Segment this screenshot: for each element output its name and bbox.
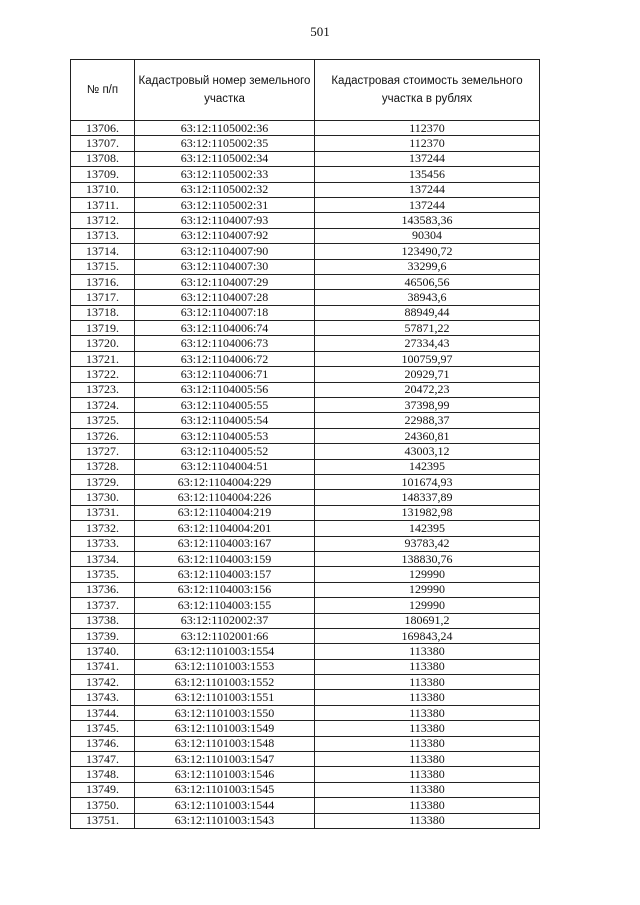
row-number-cell: 13714. — [71, 244, 135, 259]
cadastral-value-cell: 129990 — [315, 598, 540, 613]
cadastral-value-cell: 131982,98 — [315, 505, 540, 520]
cadastral-value-cell: 113380 — [315, 798, 540, 813]
cadastral-number-cell: 63:12:1101003:1545 — [135, 782, 315, 797]
row-number-cell: 13708. — [71, 151, 135, 166]
table-row — [71, 721, 540, 736]
cadastral-number-cell: 63:12:1101003:1550 — [135, 705, 315, 720]
row-number-cell: 13710. — [71, 182, 135, 197]
table-row — [71, 613, 540, 628]
cadastral-number-cell: 63:12:1104007:29 — [135, 274, 315, 289]
cadastral-number-cell: 63:12:1105002:36 — [135, 121, 315, 136]
cadastral-number-cell: 63:12:1104003:155 — [135, 598, 315, 613]
cadastral-number-cell: 63:12:1101003:1546 — [135, 767, 315, 782]
cadastral-value-cell: 113380 — [315, 675, 540, 690]
row-number-cell: 13711. — [71, 197, 135, 212]
cadastral-value-cell: 100759,97 — [315, 351, 540, 366]
cadastral-number-cell: 63:12:1101003:1553 — [135, 659, 315, 674]
cadastral-number-cell: 63:12:1101003:1547 — [135, 752, 315, 767]
cadastral-number-cell: 63:12:1104005:52 — [135, 444, 315, 459]
row-number-cell: 13745. — [71, 721, 135, 736]
row-number-cell: 13718. — [71, 305, 135, 320]
cadastral-number-cell: 63:12:1104007:92 — [135, 228, 315, 243]
table-row — [71, 521, 540, 536]
row-number-cell: 13747. — [71, 752, 135, 767]
row-number-cell: 13707. — [71, 136, 135, 151]
row-number-cell: 13717. — [71, 290, 135, 305]
row-number-cell: 13732. — [71, 521, 135, 536]
table-row — [71, 582, 540, 597]
cadastral-value-cell: 38943,6 — [315, 290, 540, 305]
row-number-cell: 13735. — [71, 567, 135, 582]
row-number-cell: 13741. — [71, 659, 135, 674]
cadastral-number-cell: 63:12:1105002:32 — [135, 182, 315, 197]
cadastral-value-cell: 169843,24 — [315, 628, 540, 643]
row-number-cell: 13751. — [71, 813, 135, 828]
cadastral-number-cell: 63:12:1104003:159 — [135, 551, 315, 566]
row-number-cell: 13746. — [71, 736, 135, 751]
cadastral-number-cell: 63:12:1104004:229 — [135, 474, 315, 489]
header-cadastral-number: Кадастровый номер земельного участка — [135, 60, 315, 121]
cadastral-number-cell: 63:12:1104007:18 — [135, 305, 315, 320]
row-number-cell: 13712. — [71, 213, 135, 228]
cadastral-number-cell: 63:12:1104004:201 — [135, 521, 315, 536]
row-number-cell: 13715. — [71, 259, 135, 274]
cadastral-number-cell: 63:12:1104003:167 — [135, 536, 315, 551]
table-row — [71, 705, 540, 720]
row-number-cell: 13725. — [71, 413, 135, 428]
table-row — [71, 305, 540, 320]
cadastral-number-cell: 63:12:1104006:73 — [135, 336, 315, 351]
cadastral-value-cell: 129990 — [315, 582, 540, 597]
table-row — [71, 490, 540, 505]
cadastral-value-cell: 113380 — [315, 721, 540, 736]
table-row — [71, 167, 540, 182]
cadastral-number-cell: 63:12:1104005:55 — [135, 398, 315, 413]
row-number-cell: 13716. — [71, 274, 135, 289]
row-number-cell: 13728. — [71, 459, 135, 474]
cadastral-value-cell: 20929,71 — [315, 367, 540, 382]
cadastral-value-cell: 46506,56 — [315, 274, 540, 289]
cadastral-value-cell: 180691,2 — [315, 613, 540, 628]
row-number-cell: 13740. — [71, 644, 135, 659]
cadastral-value-cell: 142395 — [315, 459, 540, 474]
cadastral-value-cell: 57871,22 — [315, 321, 540, 336]
cadastral-number-cell: 63:12:1105002:34 — [135, 151, 315, 166]
cadastral-value-cell: 112370 — [315, 121, 540, 136]
cadastral-number-cell: 63:12:1104006:71 — [135, 367, 315, 382]
row-number-cell: 13731. — [71, 505, 135, 520]
cadastral-number-cell: 63:12:1101003:1549 — [135, 721, 315, 736]
row-number-cell: 13739. — [71, 628, 135, 643]
row-number-cell: 13709. — [71, 167, 135, 182]
table-row — [71, 813, 540, 828]
cadastral-number-cell: 63:12:1104007:90 — [135, 244, 315, 259]
cadastral-number-cell: 63:12:1104004:226 — [135, 490, 315, 505]
row-number-cell: 13738. — [71, 613, 135, 628]
cadastral-value-cell: 113380 — [315, 736, 540, 751]
row-number-cell: 13734. — [71, 551, 135, 566]
cadastral-number-cell: 63:12:1104005:53 — [135, 428, 315, 443]
table-row — [71, 367, 540, 382]
table-row — [71, 244, 540, 259]
cadastral-number-cell: 63:12:1104004:219 — [135, 505, 315, 520]
row-number-cell: 13722. — [71, 367, 135, 382]
table-row — [71, 675, 540, 690]
row-number-cell: 13726. — [71, 428, 135, 443]
table-row — [71, 628, 540, 643]
cadastral-number-cell: 63:12:1104005:54 — [135, 413, 315, 428]
cadastral-value-cell: 135456 — [315, 167, 540, 182]
table-row — [71, 228, 540, 243]
table-body — [71, 121, 540, 829]
page-number: 501 — [310, 24, 330, 39]
table-row — [71, 644, 540, 659]
table-row — [71, 413, 540, 428]
cadastral-value-cell: 138830,76 — [315, 551, 540, 566]
cadastral-number-cell: 63:12:1101003:1543 — [135, 813, 315, 828]
cadastral-value-cell: 148337,89 — [315, 490, 540, 505]
table-row — [71, 690, 540, 705]
table-row — [71, 505, 540, 520]
cadastral-number-cell: 63:12:1101003:1554 — [135, 644, 315, 659]
cadastral-number-cell: 63:12:1104005:56 — [135, 382, 315, 397]
cadastral-number-cell: 63:12:1101003:1544 — [135, 798, 315, 813]
table-row — [71, 428, 540, 443]
table-row — [71, 398, 540, 413]
row-number-cell: 13748. — [71, 767, 135, 782]
cadastral-number-cell: 63:12:1102002:37 — [135, 613, 315, 628]
table-row — [71, 274, 540, 289]
cadastral-value-cell: 113380 — [315, 813, 540, 828]
cadastral-value-cell: 137244 — [315, 182, 540, 197]
row-number-cell: 13750. — [71, 798, 135, 813]
table-row — [71, 767, 540, 782]
cadastral-value-cell: 113380 — [315, 659, 540, 674]
table-row — [71, 551, 540, 566]
row-number-cell: 13706. — [71, 121, 135, 136]
table-row — [71, 736, 540, 751]
cadastral-number-cell: 63:12:1104004:51 — [135, 459, 315, 474]
cadastral-number-cell: 63:12:1105002:35 — [135, 136, 315, 151]
table-row — [71, 121, 540, 136]
row-number-cell: 13730. — [71, 490, 135, 505]
row-number-cell: 13744. — [71, 705, 135, 720]
table-row — [71, 382, 540, 397]
cadastral-value-cell: 113380 — [315, 767, 540, 782]
row-number-cell: 13720. — [71, 336, 135, 351]
cadastral-number-cell: 63:12:1104007:93 — [135, 213, 315, 228]
cadastral-number-cell: 63:12:1101003:1548 — [135, 736, 315, 751]
table-row — [71, 798, 540, 813]
table-row — [71, 290, 540, 305]
cadastral-value-cell: 137244 — [315, 197, 540, 212]
row-number-cell: 13737. — [71, 598, 135, 613]
cadastral-value-cell: 24360,81 — [315, 428, 540, 443]
row-number-cell: 13724. — [71, 398, 135, 413]
table-row — [71, 136, 540, 151]
cadastral-value-cell: 137244 — [315, 151, 540, 166]
table-row — [71, 459, 540, 474]
cadastral-number-cell: 63:12:1104006:74 — [135, 321, 315, 336]
cadastral-number-cell: 63:12:1104003:157 — [135, 567, 315, 582]
table-row — [71, 197, 540, 212]
table-row — [71, 567, 540, 582]
cadastral-number-cell: 63:12:1101003:1552 — [135, 675, 315, 690]
row-number-cell: 13721. — [71, 351, 135, 366]
cadastral-value-cell: 90304 — [315, 228, 540, 243]
cadastral-value-cell: 143583,36 — [315, 213, 540, 228]
cadastral-value-cell: 142395 — [315, 521, 540, 536]
row-number-cell: 13719. — [71, 321, 135, 336]
table-row — [71, 259, 540, 274]
row-number-cell: 13749. — [71, 782, 135, 797]
cadastral-number-cell: 63:12:1104003:156 — [135, 582, 315, 597]
table-row — [71, 752, 540, 767]
cadastral-number-cell: 63:12:1105002:33 — [135, 167, 315, 182]
cadastral-value-cell: 123490,72 — [315, 244, 540, 259]
cadastral-value-cell: 129990 — [315, 567, 540, 582]
row-number-cell: 13727. — [71, 444, 135, 459]
cadastral-number-cell: 63:12:1104007:28 — [135, 290, 315, 305]
cadastral-number-cell: 63:12:1104006:72 — [135, 351, 315, 366]
cadastral-value-cell: 113380 — [315, 705, 540, 720]
table-row — [71, 659, 540, 674]
row-number-cell: 13729. — [71, 474, 135, 489]
cadastral-number-cell: 63:12:1102001:66 — [135, 628, 315, 643]
table-row — [71, 782, 540, 797]
cadastral-value-cell: 20472,23 — [315, 382, 540, 397]
table-row — [71, 351, 540, 366]
cadastral-number-cell: 63:12:1105002:31 — [135, 197, 315, 212]
cadastral-value-cell: 113380 — [315, 752, 540, 767]
cadastral-value-cell: 113380 — [315, 782, 540, 797]
cadastral-value-cell: 113380 — [315, 644, 540, 659]
cadastral-value-table — [70, 59, 540, 829]
header-number: № п/п — [71, 60, 135, 121]
table-row — [71, 213, 540, 228]
row-number-cell: 13723. — [71, 382, 135, 397]
cadastral-value-cell: 93783,42 — [315, 536, 540, 551]
header-cadastral-value: Кадастровая стоимость земельного участка в рублях — [315, 60, 540, 121]
row-number-cell: 13733. — [71, 536, 135, 551]
table-row — [71, 598, 540, 613]
cadastral-value-cell: 27334,43 — [315, 336, 540, 351]
cadastral-number-cell: 63:12:1104007:30 — [135, 259, 315, 274]
row-number-cell: 13743. — [71, 690, 135, 705]
row-number-cell: 13742. — [71, 675, 135, 690]
table-row — [71, 474, 540, 489]
cadastral-value-cell: 113380 — [315, 690, 540, 705]
cadastral-value-cell: 22988,37 — [315, 413, 540, 428]
table-row — [71, 151, 540, 166]
table-header-row — [71, 60, 540, 121]
cadastral-number-cell: 63:12:1101003:1551 — [135, 690, 315, 705]
table-row — [71, 536, 540, 551]
cadastral-value-cell: 43003,12 — [315, 444, 540, 459]
cadastral-value-cell: 88949,44 — [315, 305, 540, 320]
table-row — [71, 336, 540, 351]
table-row — [71, 321, 540, 336]
cadastral-value-cell: 33299,6 — [315, 259, 540, 274]
row-number-cell: 13736. — [71, 582, 135, 597]
row-number-cell: 13713. — [71, 228, 135, 243]
cadastral-value-cell: 112370 — [315, 136, 540, 151]
cadastral-value-cell: 37398,99 — [315, 398, 540, 413]
cadastral-value-cell: 101674,93 — [315, 474, 540, 489]
table-row — [71, 444, 540, 459]
table-row — [71, 182, 540, 197]
